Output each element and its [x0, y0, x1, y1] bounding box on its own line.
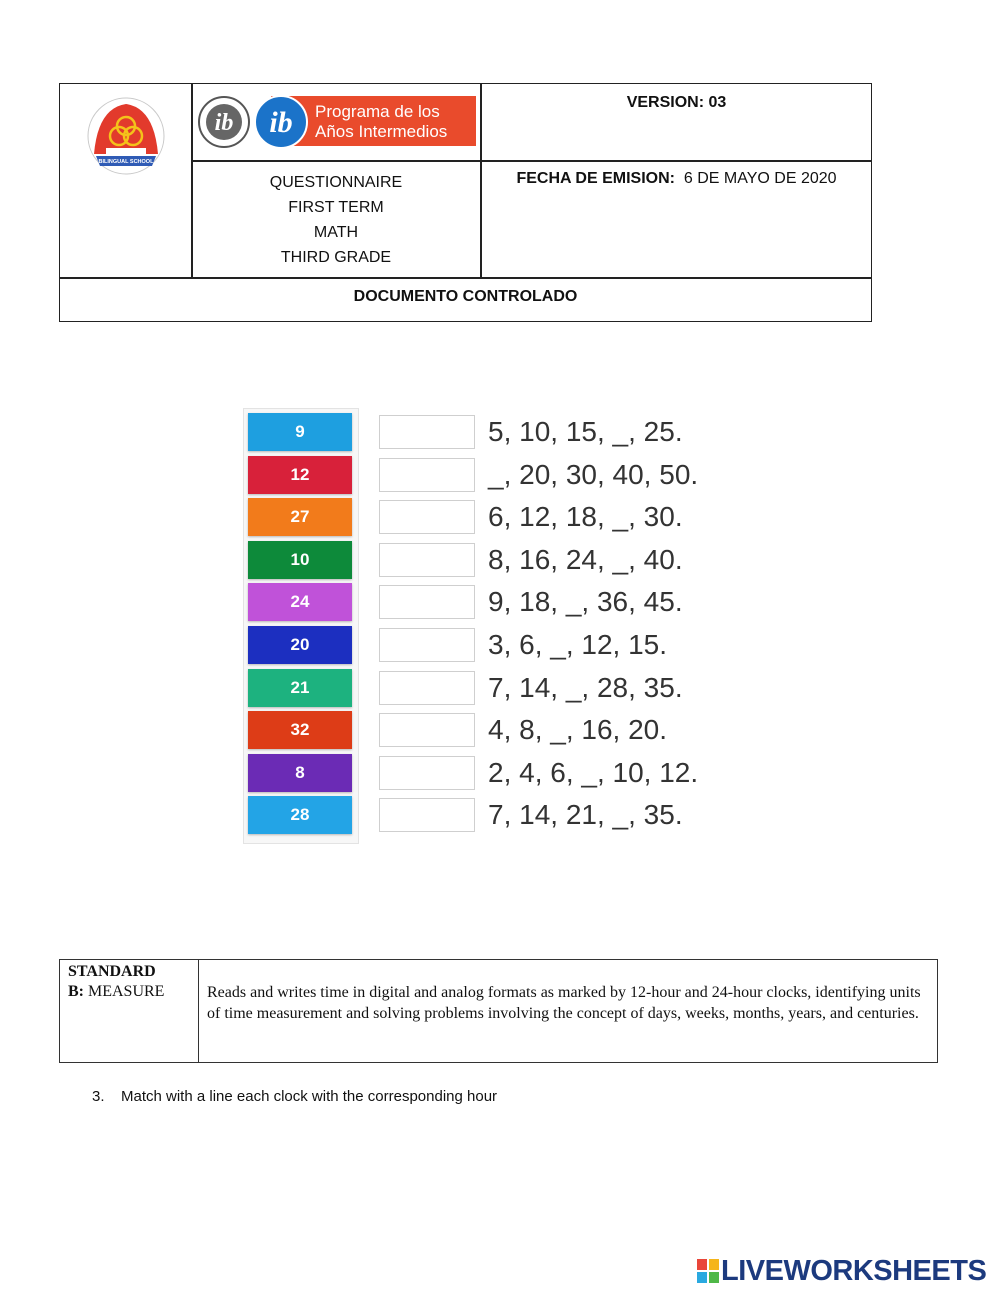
- standard-label-code: B:: [68, 983, 84, 1000]
- liveworksheets-brand: LIVEWORKSHEETS: [721, 1255, 987, 1287]
- number-sequence: 5, 10, 15, _, 25.: [488, 416, 683, 447]
- answer-option-tile[interactable]: 20: [248, 626, 352, 664]
- answer-option-tile[interactable]: 24: [248, 583, 352, 621]
- table-divider: [198, 960, 199, 1062]
- answer-option-tile[interactable]: 10: [248, 541, 352, 579]
- course-line: THIRD GRADE: [280, 249, 392, 266]
- answer-option-tile[interactable]: 28: [248, 796, 352, 834]
- school-logo: [84, 96, 168, 176]
- number-sequence: 4, 8, _, 16, 20.: [488, 714, 668, 746]
- table-divider: [60, 277, 871, 279]
- number-sequence: 7, 14, 21, _, 35.: [488, 799, 683, 831]
- answer-option-tile[interactable]: 27: [248, 498, 352, 536]
- answer-drop-box[interactable]: [379, 500, 475, 534]
- ib-badge-1: ib: [214, 110, 234, 136]
- standard-description: Reads and writes time in digital and analog formats as marked by 12-hour and 24-hour clocks, identifying units of time measurement and solving problems involving the concept of days, weeks, months, years, and centuries.: [207, 984, 921, 1022]
- number-sequence: 8, 16, 24, _, 40.: [488, 543, 683, 575]
- answer-drop-box[interactable]: [379, 543, 475, 577]
- answer-drop-box[interactable]: [379, 458, 475, 492]
- document-header-table: [59, 83, 872, 322]
- question-number: 3.: [92, 1088, 105, 1105]
- ib-program-logo: [196, 92, 476, 152]
- liveworksheets-icon: [697, 1259, 719, 1283]
- answer-option-tile[interactable]: 32: [248, 711, 352, 749]
- answer-drop-box[interactable]: [379, 585, 475, 619]
- course-line: MATH: [313, 224, 359, 241]
- course-line: QUESTIONNAIRE: [269, 174, 403, 191]
- ib-program-line1: Programa de los: [315, 102, 440, 121]
- answer-drop-box[interactable]: [379, 628, 475, 662]
- issue-date: [481, 170, 872, 188]
- standard-label-name: MEASURE: [84, 983, 165, 1000]
- course-line: FIRST TERM: [288, 199, 384, 216]
- issue-date-value: 6 DE MAYO DE 2020: [683, 170, 837, 187]
- number-sequence: 7, 14, _, 28, 35.: [488, 671, 683, 703]
- number-sequence: 2, 4, 6, _, 10, 12.: [488, 756, 699, 788]
- table-divider: [191, 160, 872, 162]
- standard-label-line1: STANDARD: [68, 963, 156, 980]
- answer-option-tile[interactable]: 9: [248, 413, 352, 451]
- answer-drop-box[interactable]: [379, 671, 475, 705]
- number-sequence: 3, 6, _, 12, 15.: [488, 629, 668, 660]
- version-label: VERSION: 03: [626, 94, 727, 111]
- standard-label: [68, 962, 164, 1002]
- answer-drop-box[interactable]: [379, 798, 475, 832]
- course-info: [191, 170, 481, 270]
- answer-drop-box[interactable]: [379, 415, 475, 449]
- answer-drop-box[interactable]: [379, 713, 475, 747]
- question-instruction: [92, 1088, 497, 1105]
- ib-badge-2: ib: [269, 106, 293, 139]
- issue-date-label: FECHA DE EMISION:: [516, 170, 675, 187]
- controlled-document-label: DOCUMENTO CONTROLADO: [353, 288, 578, 305]
- standard-box: [59, 959, 938, 1063]
- ib-program-line2: Años Intermedios: [315, 122, 448, 141]
- answer-drop-box[interactable]: [379, 756, 475, 790]
- question-text: Match with a line each clock with the corresponding hour: [121, 1088, 498, 1105]
- answer-option-tile[interactable]: 12: [248, 456, 352, 494]
- number-sequence: 6, 12, 18, _, 30.: [488, 501, 683, 533]
- number-sequence: 9, 18, _, 36, 45.: [488, 586, 683, 618]
- school-logo-text: BILINGUAL SCHOOL: [98, 159, 154, 165]
- sequence-matching-exercise: [243, 408, 843, 848]
- answer-option-tile[interactable]: 8: [248, 754, 352, 792]
- answer-option-tile[interactable]: 21: [248, 669, 352, 707]
- number-sequence: _, 20, 30, 40, 50.: [488, 458, 699, 490]
